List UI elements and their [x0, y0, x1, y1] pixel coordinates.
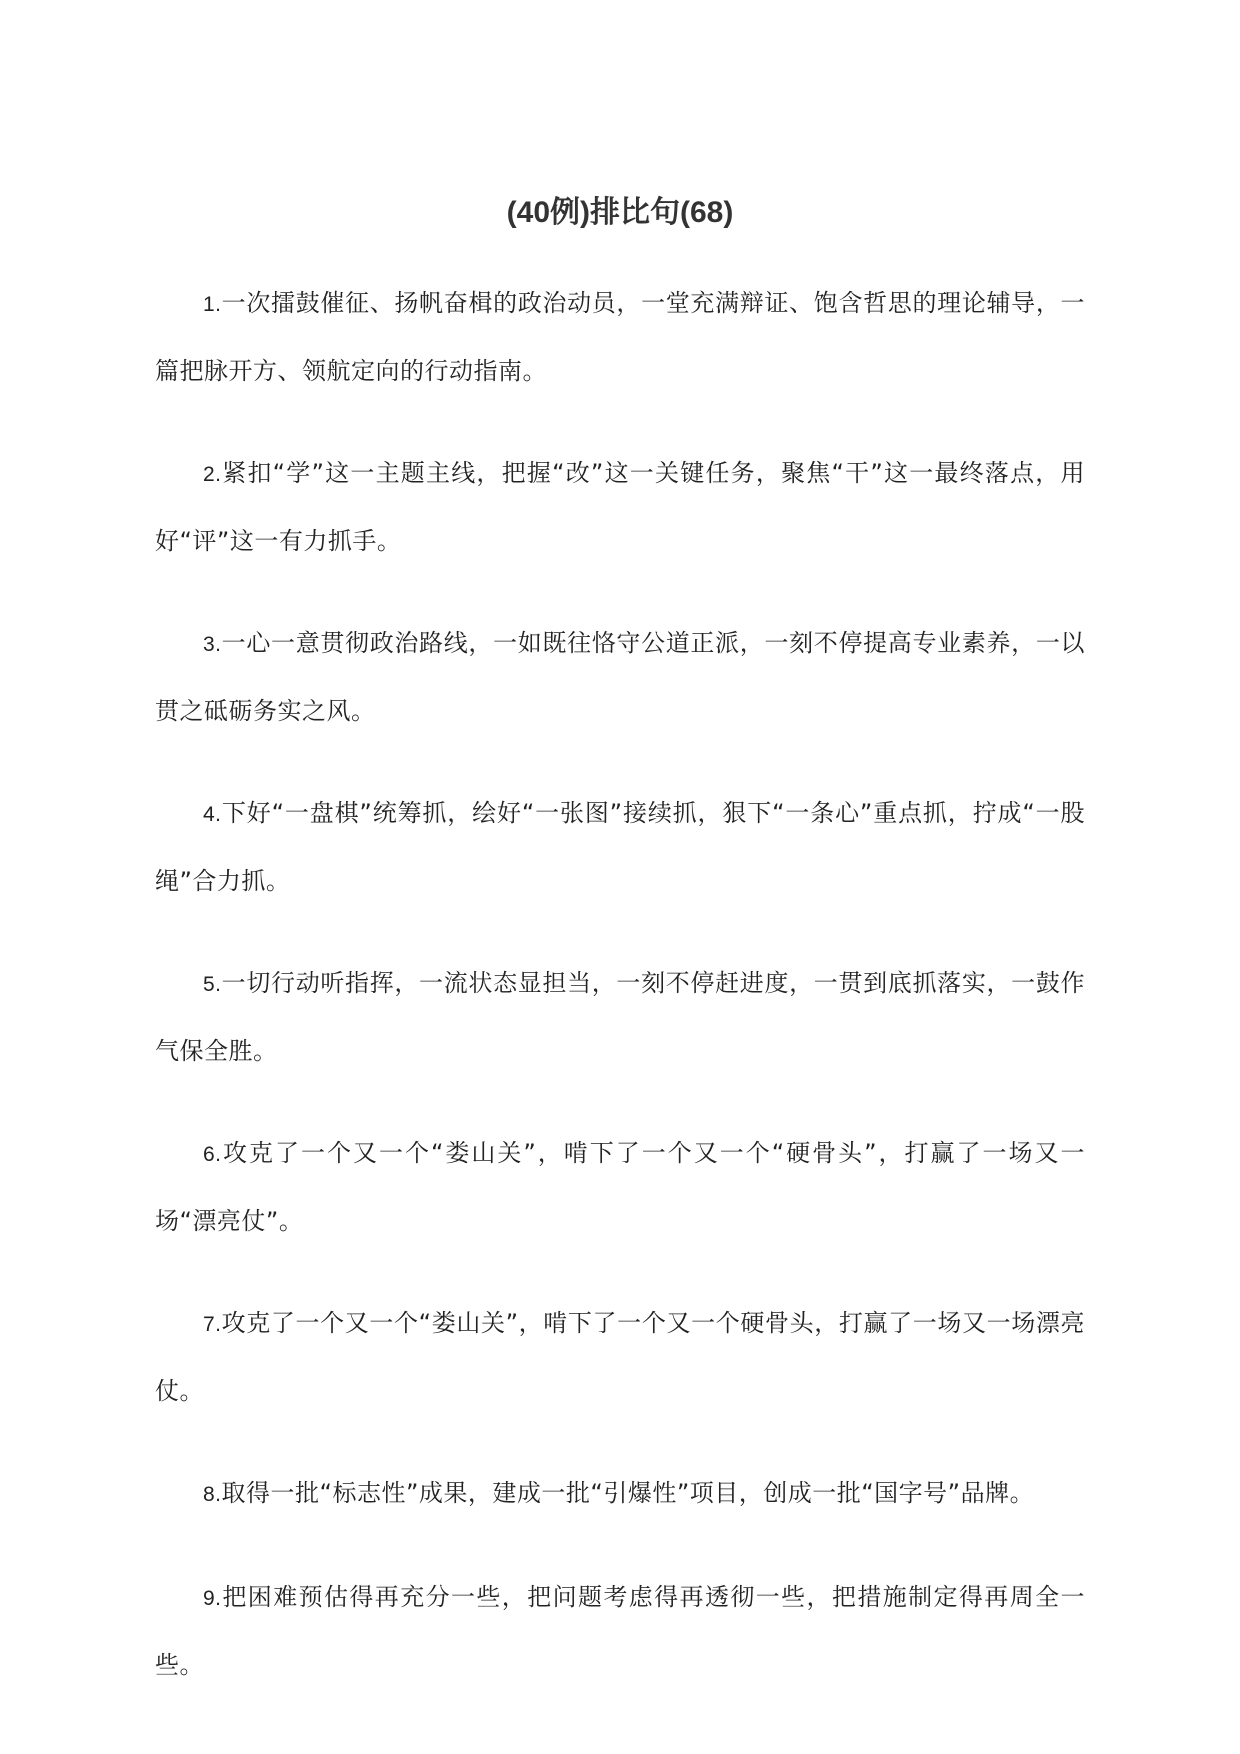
paragraph-text: 下好“一盘棋”统筹抓，绘好“一张图”接续抓，狠下“一条心”重点抓，拧成“一股绳”合力抓。 [155, 799, 1085, 895]
paragraph [155, 780, 1085, 914]
paragraph [155, 1120, 1085, 1254]
paragraph [155, 610, 1085, 744]
paragraph [155, 440, 1085, 574]
paragraph-text: 紧扣“学”这一主题主线，把握“改”这一关键任务，聚焦“干”这一最终落点，用好“评”这一有力抓手。 [155, 459, 1085, 555]
paragraph [155, 1460, 1085, 1528]
paragraph-number: 3. [203, 633, 222, 656]
paragraph-number: 9. [203, 1587, 222, 1610]
paragraph-text: 把困难预估得再充分一些，把问题考虑得再透彻一些，把措施制定得再周全一些。 [155, 1583, 1085, 1679]
paragraph [155, 270, 1085, 404]
paragraph [155, 1290, 1085, 1424]
paragraph-number: 6. [203, 1143, 222, 1166]
paragraph [155, 1564, 1085, 1698]
paragraph-text: 一心一意贯彻政治路线，一如既往恪守公道正派，一刻不停提高专业素养，一以贯之砥砺务实之风。 [155, 629, 1085, 725]
paragraph-text: 攻克了一个又一个“娄山关”，啃下了一个又一个“硬骨头”，打赢了一场又一场“漂亮仗”。 [155, 1139, 1085, 1235]
document-body [155, 270, 1085, 1734]
paragraph [155, 950, 1085, 1084]
paragraph-number: 2. [203, 463, 222, 486]
paragraph-text: 一次擂鼓催征、扬帆奋楫的政治动员，一堂充满辩证、饱含哲思的理论辅导，一篇把脉开方、领航定向的行动指南。 [155, 289, 1085, 385]
paragraph-number: 4. [203, 803, 222, 826]
paragraph-number: 5. [203, 973, 222, 996]
paragraph-number: 8. [203, 1483, 222, 1506]
paragraph-number: 1. [203, 293, 222, 316]
document-title: (40例)排比句(68) [506, 196, 734, 229]
paragraph-text: 攻克了一个又一个“娄山关”，啃下了一个又一个硬骨头，打赢了一场又一场漂亮仗。 [155, 1309, 1085, 1405]
paragraph-text: 取得一批“标志性”成果，建成一批“引爆性”项目，创成一批“国字号”品牌。 [221, 1479, 1035, 1507]
paragraph-text: 一切行动听指挥，一流状态显担当，一刻不停赶进度，一贯到底抓落实，一鼓作气保全胜。 [155, 969, 1085, 1065]
paragraph-number: 7. [203, 1313, 222, 1336]
